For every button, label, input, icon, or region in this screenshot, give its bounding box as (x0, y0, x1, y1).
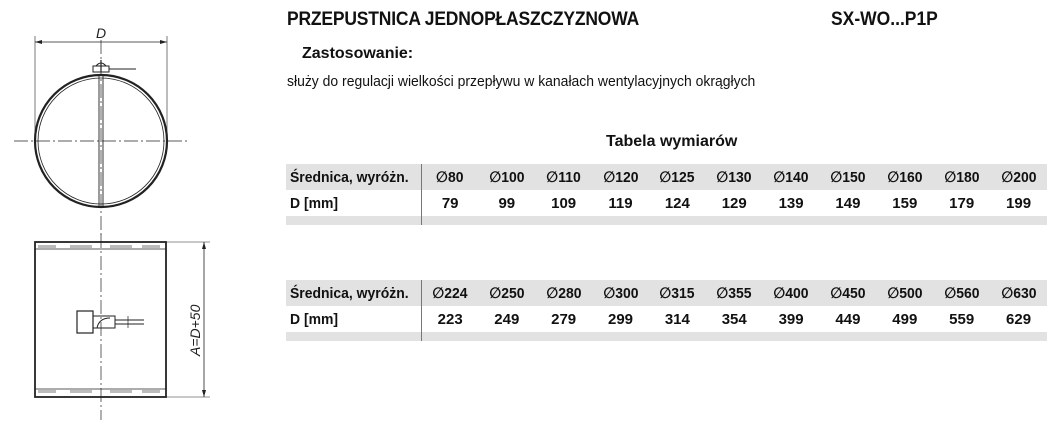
product-title: PRZEPUSTNICA JEDNOPŁASZCZYZNOWA (287, 9, 640, 30)
diameter-cell: ∅500 (887, 285, 923, 302)
usage-text: służy do regulacji wielkości przepływu w kanałach wentylacyjnych okrągłych (287, 73, 756, 90)
diameter-cell: ∅150 (830, 169, 866, 186)
dimension-table-part-2 (286, 280, 1047, 341)
D-cell: 354 (706, 306, 763, 332)
product-code: SX-WO...P1P (831, 9, 938, 30)
D-cell: 79 (422, 190, 479, 216)
diameter-cell: ∅224 (432, 285, 468, 302)
diameter-cell: ∅560 (944, 285, 980, 302)
D-cell: 139 (763, 190, 820, 216)
table-spacer-row (286, 332, 1047, 341)
D-cell: 129 (706, 190, 763, 216)
row-label-D: D [mm] (290, 310, 339, 328)
damper-handle (93, 60, 136, 72)
D-cell: 279 (535, 306, 592, 332)
damper-body (35, 242, 166, 397)
table-row-D (286, 190, 1047, 216)
diameter-cell: ∅630 (1000, 285, 1037, 302)
D-cell: 249 (478, 306, 535, 332)
damper-side-view (35, 234, 210, 420)
D-cell: 299 (592, 306, 649, 332)
diameter-cell: ∅355 (716, 285, 752, 302)
D-cell: 629 (990, 306, 1047, 332)
D-cell: 109 (535, 190, 592, 216)
D-cell: 314 (649, 306, 706, 332)
row-label-D: D [mm] (290, 194, 339, 212)
D-cell: 559 (933, 306, 990, 332)
D-cell: 499 (876, 306, 933, 332)
diameter-cell: ∅130 (716, 169, 752, 186)
diameter-cell: ∅80 (436, 169, 464, 186)
table-row-diameter (286, 164, 1047, 190)
damper-side-handle (77, 311, 144, 333)
diameter-cell: ∅100 (489, 169, 525, 186)
diameter-cell: ∅300 (602, 285, 639, 302)
D-cell: 199 (990, 190, 1047, 216)
dimension-table-part-1 (286, 164, 1047, 225)
diameter-cell: ∅400 (773, 285, 809, 302)
D-cell: 179 (933, 190, 990, 216)
table-row-D (286, 306, 1047, 332)
dimension-label-A: A=D+50 (187, 304, 203, 356)
diameter-cell: ∅110 (546, 169, 581, 186)
D-cell: 149 (820, 190, 877, 216)
table-row-diameter (286, 280, 1047, 306)
D-cell: 223 (422, 306, 479, 332)
usage-label: Zastosowanie: (302, 45, 414, 62)
diameter-cell: ∅140 (773, 169, 809, 186)
damper-front-view (14, 36, 189, 238)
row-label-diameter: Średnica, wyróżn. (290, 168, 409, 186)
table-spacer-row (286, 216, 1047, 225)
dimension-label-D: D (96, 25, 107, 41)
D-cell: 399 (763, 306, 820, 332)
D-cell: 99 (478, 190, 535, 216)
diameter-cell: ∅125 (659, 169, 695, 186)
row-label-diameter: Średnica, wyróżn. (290, 284, 409, 302)
diameter-cell: ∅250 (489, 285, 525, 302)
dimension-table-caption: Tabela wymiarów (606, 133, 738, 150)
diameter-cell: ∅120 (602, 169, 639, 186)
diameter-cell: ∅180 (944, 169, 980, 186)
diameter-cell: ∅280 (546, 285, 582, 302)
D-cell: 119 (592, 190, 649, 216)
D-cell: 449 (820, 306, 877, 332)
diameter-cell: ∅450 (830, 285, 866, 302)
diameter-cell: ∅315 (659, 285, 695, 302)
D-cell: 124 (649, 190, 706, 216)
D-cell: 159 (876, 190, 933, 216)
diameter-cell: ∅160 (887, 169, 923, 186)
diameter-cell: ∅200 (1000, 169, 1037, 186)
damper-technical-drawing (0, 0, 280, 429)
